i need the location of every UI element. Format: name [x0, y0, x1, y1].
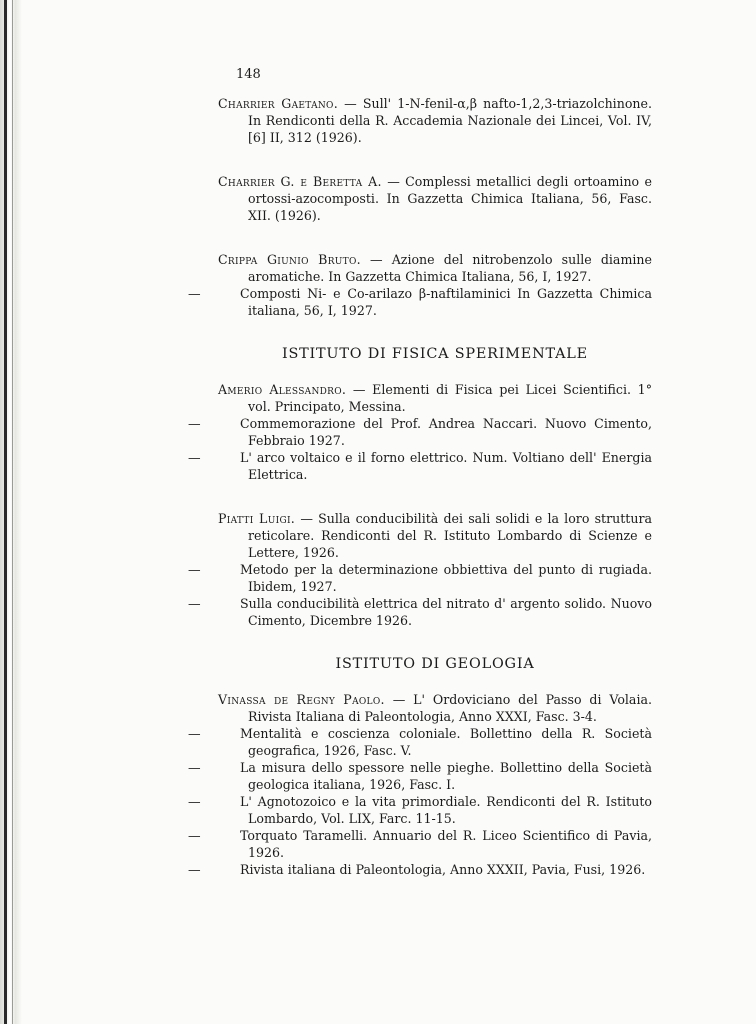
citation-text: — Sulla conducibilità dei sali solidi e la loro struttura reticolare. Rendiconti del R. Istituto Lombardo di Scienze e Lettere, 1926. [248, 511, 653, 560]
citation-text: Commemorazione del Prof. Andrea Naccari. Nuovo Cimento, Febbraio 1927. [240, 416, 652, 448]
entry-line: — La misura dello spessore nelle pieghe. Bollettino della Società geologica italiana, 1926, Fasc. I. [188, 760, 652, 792]
citation-text: — Complessi metallici degli ortoamino e ortossi-azocomposti. In Gazzetta Chimica Italiana, 56, Fasc. XII. (1926). [248, 174, 652, 223]
entry-line: — Rivista italiana di Paleontologia, Anno XXXII, Pavia, Fusi, 1926. [188, 862, 646, 877]
entry-line: — Sulla conducibilità elettrica del nitrato d' argento solido. Nuovo Cimento, Dicembre 1926. [188, 596, 652, 628]
entry-line: — Torquato Taramelli. Annuario del R. Liceo Scientifico di Pavia, 1926. [188, 828, 652, 860]
entry-line: — L' arco voltaico e il forno elettrico. Num. Voltiano dell' Energia Elettrica. [188, 450, 652, 482]
entry-line: — L' Agnotozoico e la vita primordiale. Rendiconti del R. Istituto Lombardo, Vol. LIX, Farc. 11-15. [188, 794, 652, 826]
bibliography-entry [218, 95, 652, 146]
citation-text: Composti Ni- e Co-arilazo β-naftilaminici In Gazzetta Chimica italiana, 56, I, 1927. [240, 286, 652, 318]
author-name: Charrier G. e Beretta A. [218, 174, 382, 189]
citation-text: Metodo per la determinazione obbiettiva del punto di rugiada. Ibidem, 1927. [240, 562, 652, 594]
citation-text: — L' Ordoviciano del Passo di Volaia. Rivista Italiana di Paleontologia, Anno XXXI, Fasc. 3-4. [248, 692, 652, 724]
bibliography-entry [188, 510, 653, 629]
book-binding-edge [0, 0, 22, 1024]
author-name: Charrier Gaetano. [218, 96, 339, 111]
author-name: Amerio Alessandro. [218, 382, 347, 397]
citation-text: L' Agnotozoico e la vita primordiale. Rendiconti del R. Istituto Lombardo, Vol. LIX, Farc. 11-15. [240, 794, 652, 826]
section-heading-geology: ISTITUTO DI GEOLOGIA [335, 656, 535, 672]
author-name: Vinassa de Regny Paolo. [218, 692, 385, 707]
entry-line [218, 173, 652, 224]
citation-text: La misura dello spessore nelle pieghe. Bollettino della Società geologica italiana, 1926, Fasc. I. [240, 760, 652, 792]
entry-line [218, 95, 652, 146]
document-page [188, 66, 653, 905]
author-name: Piatti Luigi. [218, 511, 296, 526]
citation-text: — Elementi di Fisica pei Licei Scientifici. 1° vol. Principato, Messina. [248, 382, 652, 414]
bibliography-entry [188, 381, 652, 483]
author-name: Crippa Giunio Bruto. [218, 252, 361, 267]
entry-line [218, 691, 652, 725]
bibliography-entry [188, 691, 652, 878]
entry-line: — Metodo per la determinazione obbiettiva del punto di rugiada. Ibidem, 1927. [188, 562, 652, 594]
entry-line [218, 510, 652, 561]
entry-line [218, 381, 652, 415]
citation-text: — Sull' 1-N-fenil-α,β nafto-1,2,3-triazolchinone. In Rendiconti della R. Accademia Nazionale dei Lincei, Vol. IV, [6] II, 312 (1926). [248, 96, 652, 145]
citation-text: Rivista italiana di Paleontologia, Anno XXXII, Pavia, Fusi, 1926. [240, 862, 646, 877]
bibliography-entry [218, 173, 652, 224]
section-heading-physics: ISTITUTO DI FISICA SPERIMENTALE [282, 346, 588, 362]
bibliography-entry [188, 251, 652, 319]
citation-text: L' arco voltaico e il forno elettrico. Num. Voltiano dell' Energia Elettrica. [240, 450, 652, 482]
citation-text: Mentalità e coscienza coloniale. Bollettino della R. Società geografica, 1926, Fasc. V. [240, 726, 652, 758]
entry-line: — Mentalità e coscienza coloniale. Bollettino della R. Società geografica, 1926, Fasc. V. [188, 726, 652, 758]
citation-text: — Azione del nitrobenzolo sulle diamine aromatiche. In Gazzetta Chimica Italiana, 56, I, 1927. [248, 252, 652, 284]
entry-line: — Commemorazione del Prof. Andrea Naccari. Nuovo Cimento, Febbraio 1927. [188, 416, 652, 448]
page-number: 148 [236, 67, 261, 82]
citation-text: Torquato Taramelli. Annuario del R. Liceo Scientifico di Pavia, 1926. [240, 828, 652, 860]
citation-text: Sulla conducibilità elettrica del nitrato d' argento solido. Nuovo Cimento, Dicembre 1926. [240, 596, 652, 628]
entry-line: — Composti Ni- e Co-arilazo β-naftilaminici In Gazzetta Chimica italiana, 56, I, 1927. [188, 286, 652, 318]
entry-line [218, 251, 652, 285]
